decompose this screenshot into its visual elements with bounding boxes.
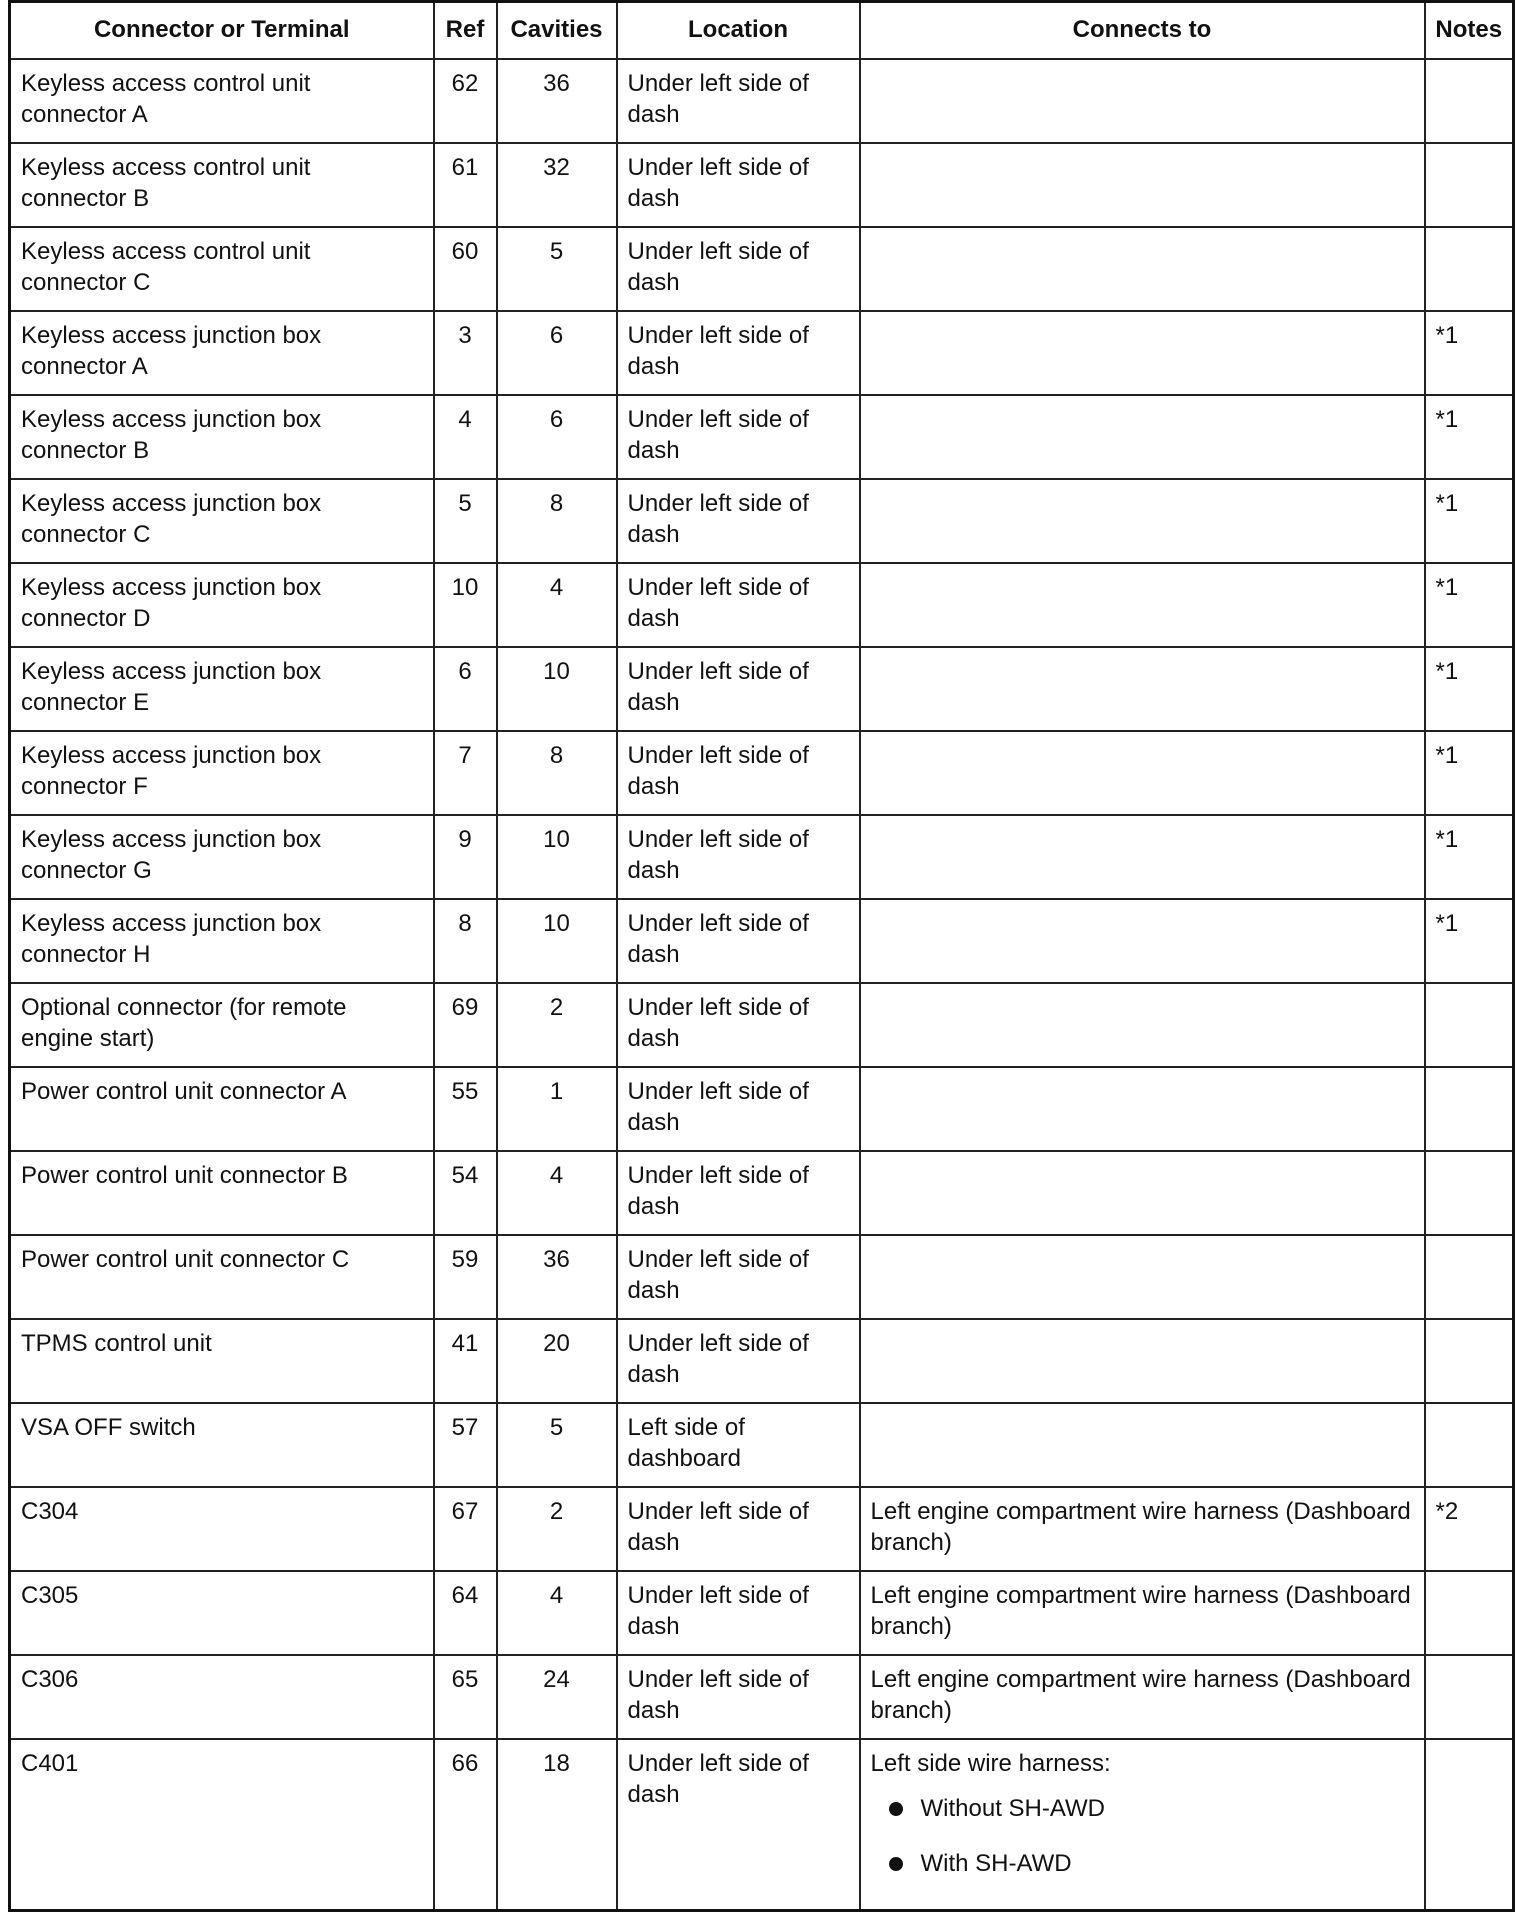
cell-location: Under left side of dash bbox=[617, 1739, 860, 1911]
cell-ref: 67 bbox=[434, 1487, 497, 1571]
cell-ref: 41 bbox=[434, 1319, 497, 1403]
header-location: Location bbox=[617, 2, 860, 59]
cell-cavities: 24 bbox=[497, 1655, 617, 1739]
cell-cavities: 10 bbox=[497, 815, 617, 899]
cell-connects-to bbox=[860, 731, 1425, 815]
header-ref: Ref bbox=[434, 2, 497, 59]
cell-connects-to bbox=[860, 983, 1425, 1067]
table-row bbox=[10, 1319, 1514, 1403]
table-row bbox=[10, 1067, 1514, 1151]
cell-location: Under left side of dash bbox=[617, 227, 860, 311]
cell-connects-to bbox=[860, 1151, 1425, 1235]
cell-connects-to bbox=[860, 395, 1425, 479]
cell-location: Under left side of dash bbox=[617, 1235, 860, 1319]
cell-connector: Keyless access junction box connector F bbox=[10, 731, 434, 815]
cell-notes: *2 bbox=[1425, 1487, 1514, 1571]
cell-notes: *1 bbox=[1425, 563, 1514, 647]
cell-location: Under left side of dash bbox=[617, 395, 860, 479]
cell-cavities: 2 bbox=[497, 1487, 617, 1571]
cell-ref: 61 bbox=[434, 143, 497, 227]
cell-connector: Keyless access junction box connector H bbox=[10, 899, 434, 983]
cell-ref: 54 bbox=[434, 1151, 497, 1235]
cell-connects-to bbox=[860, 563, 1425, 647]
cell-cavities: 18 bbox=[497, 1739, 617, 1911]
cell-connects-to: Left engine compartment wire harness (Dashboard branch) bbox=[860, 1655, 1425, 1739]
cell-notes bbox=[1425, 1739, 1514, 1911]
cell-ref: 7 bbox=[434, 731, 497, 815]
cell-notes: *1 bbox=[1425, 815, 1514, 899]
cell-notes bbox=[1425, 1067, 1514, 1151]
cell-cavities: 4 bbox=[497, 1151, 617, 1235]
table-row bbox=[10, 227, 1514, 311]
table-row bbox=[10, 479, 1514, 563]
cell-notes bbox=[1425, 1235, 1514, 1319]
cell-connects-to bbox=[860, 1235, 1425, 1319]
table-row bbox=[10, 311, 1514, 395]
cell-notes: *1 bbox=[1425, 899, 1514, 983]
cell-notes: *1 bbox=[1425, 395, 1514, 479]
cell-cavities: 1 bbox=[497, 1067, 617, 1151]
cell-connector: Optional connector (for remote engine start) bbox=[10, 983, 434, 1067]
bullet-icon bbox=[889, 1857, 903, 1871]
header-row bbox=[10, 2, 1514, 59]
header-connects-to: Connects to bbox=[860, 2, 1425, 59]
cell-ref: 62 bbox=[434, 59, 497, 143]
list-item bbox=[871, 1793, 1414, 1824]
cell-connects-to bbox=[860, 227, 1425, 311]
cell-cavities: 36 bbox=[497, 1235, 617, 1319]
cell-connects-to bbox=[860, 815, 1425, 899]
cell-cavities: 10 bbox=[497, 899, 617, 983]
cell-connector: Keyless access junction box connector C bbox=[10, 479, 434, 563]
cell-connector: Keyless access control unit connector B bbox=[10, 143, 434, 227]
cell-location: Under left side of dash bbox=[617, 731, 860, 815]
table-row bbox=[10, 1739, 1514, 1911]
cell-ref: 4 bbox=[434, 395, 497, 479]
cell-ref: 57 bbox=[434, 1403, 497, 1487]
cell-connector: C305 bbox=[10, 1571, 434, 1655]
table-row bbox=[10, 59, 1514, 143]
cell-cavities: 5 bbox=[497, 227, 617, 311]
cell-cavities: 8 bbox=[497, 479, 617, 563]
cell-notes bbox=[1425, 143, 1514, 227]
cell-connector: Keyless access junction box connector A bbox=[10, 311, 434, 395]
cell-location: Under left side of dash bbox=[617, 647, 860, 731]
cell-notes bbox=[1425, 227, 1514, 311]
cell-connects-to: Left engine compartment wire harness (Dashboard branch) bbox=[860, 1487, 1425, 1571]
cell-connector: TPMS control unit bbox=[10, 1319, 434, 1403]
table-row bbox=[10, 1235, 1514, 1319]
cell-cavities: 6 bbox=[497, 395, 617, 479]
header-notes: Notes bbox=[1425, 2, 1514, 59]
cell-notes bbox=[1425, 1403, 1514, 1487]
cell-cavities: 10 bbox=[497, 647, 617, 731]
cell-notes: *1 bbox=[1425, 731, 1514, 815]
cell-location: Under left side of dash bbox=[617, 1655, 860, 1739]
table-row bbox=[10, 1655, 1514, 1739]
cell-location: Under left side of dash bbox=[617, 1571, 860, 1655]
bullet-icon bbox=[889, 1802, 903, 1816]
cell-connector: C306 bbox=[10, 1655, 434, 1739]
cell-connects-to bbox=[860, 143, 1425, 227]
cell-ref: 3 bbox=[434, 311, 497, 395]
cell-notes bbox=[1425, 59, 1514, 143]
cell-connects-to bbox=[860, 1067, 1425, 1151]
cell-notes: *1 bbox=[1425, 479, 1514, 563]
bullet-list bbox=[871, 1793, 1414, 1879]
cell-location: Under left side of dash bbox=[617, 983, 860, 1067]
cell-ref: 64 bbox=[434, 1571, 497, 1655]
table-row bbox=[10, 1403, 1514, 1487]
cell-notes bbox=[1425, 1655, 1514, 1739]
cell-connects-to: Left engine compartment wire harness (Dashboard branch) bbox=[860, 1571, 1425, 1655]
cell-location: Under left side of dash bbox=[617, 899, 860, 983]
cell-ref: 6 bbox=[434, 647, 497, 731]
cell-ref: 9 bbox=[434, 815, 497, 899]
cell-connects-to bbox=[860, 1319, 1425, 1403]
table-row bbox=[10, 563, 1514, 647]
cell-cavities: 4 bbox=[497, 563, 617, 647]
cell-ref: 8 bbox=[434, 899, 497, 983]
cell-connects-to bbox=[860, 1739, 1425, 1911]
cell-ref: 69 bbox=[434, 983, 497, 1067]
cell-connector: Keyless access junction box connector E bbox=[10, 647, 434, 731]
cell-ref: 60 bbox=[434, 227, 497, 311]
cell-connects-to bbox=[860, 1403, 1425, 1487]
connector-table bbox=[8, 0, 1515, 1912]
cell-ref: 59 bbox=[434, 1235, 497, 1319]
cell-cavities: 5 bbox=[497, 1403, 617, 1487]
table-row bbox=[10, 1487, 1514, 1571]
cell-connector: Power control unit connector A bbox=[10, 1067, 434, 1151]
cell-cavities: 8 bbox=[497, 731, 617, 815]
table-row bbox=[10, 815, 1514, 899]
cell-ref: 65 bbox=[434, 1655, 497, 1739]
cell-notes: *1 bbox=[1425, 311, 1514, 395]
cell-location: Under left side of dash bbox=[617, 1487, 860, 1571]
cell-ref: 10 bbox=[434, 563, 497, 647]
header-connector: Connector or Terminal bbox=[10, 2, 434, 59]
cell-connector: Keyless access junction box connector B bbox=[10, 395, 434, 479]
cell-connects-to bbox=[860, 899, 1425, 983]
cell-ref: 55 bbox=[434, 1067, 497, 1151]
cell-notes bbox=[1425, 1151, 1514, 1235]
cell-connector: Power control unit connector C bbox=[10, 1235, 434, 1319]
cell-cavities: 32 bbox=[497, 143, 617, 227]
cell-ref: 5 bbox=[434, 479, 497, 563]
cell-connects-to bbox=[860, 479, 1425, 563]
cell-location: Under left side of dash bbox=[617, 479, 860, 563]
header-cavities: Cavities bbox=[497, 2, 617, 59]
cell-location: Under left side of dash bbox=[617, 815, 860, 899]
cell-connector: Keyless access control unit connector A bbox=[10, 59, 434, 143]
cell-cavities: 4 bbox=[497, 1571, 617, 1655]
cell-location: Under left side of dash bbox=[617, 1151, 860, 1235]
cell-connector: Keyless access control unit connector C bbox=[10, 227, 434, 311]
cell-location: Under left side of dash bbox=[617, 563, 860, 647]
cell-cavities: 20 bbox=[497, 1319, 617, 1403]
table-row bbox=[10, 647, 1514, 731]
cell-location: Under left side of dash bbox=[617, 143, 860, 227]
cell-notes bbox=[1425, 1319, 1514, 1403]
cell-location: Under left side of dash bbox=[617, 1319, 860, 1403]
table-row bbox=[10, 143, 1514, 227]
table-row bbox=[10, 899, 1514, 983]
cell-notes bbox=[1425, 1571, 1514, 1655]
cell-cavities: 36 bbox=[497, 59, 617, 143]
cell-connects-to bbox=[860, 311, 1425, 395]
cell-location: Under left side of dash bbox=[617, 59, 860, 143]
list-item bbox=[871, 1848, 1414, 1879]
cell-connects-to bbox=[860, 59, 1425, 143]
cell-notes bbox=[1425, 983, 1514, 1067]
list-item-label: With SH-AWD bbox=[920, 1849, 1072, 1877]
cell-cavities: 6 bbox=[497, 311, 617, 395]
cell-ref: 66 bbox=[434, 1739, 497, 1911]
list-item-label: Without SH-AWD bbox=[920, 1794, 1105, 1822]
table-row bbox=[10, 1571, 1514, 1655]
cell-connector: C304 bbox=[10, 1487, 434, 1571]
cell-connector: C401 bbox=[10, 1739, 434, 1911]
cell-location: Left side of dashboard bbox=[617, 1403, 860, 1487]
table-row bbox=[10, 395, 1514, 479]
cell-connects-to bbox=[860, 647, 1425, 731]
cell-connector: Power control unit connector B bbox=[10, 1151, 434, 1235]
cell-cavities: 2 bbox=[497, 983, 617, 1067]
cell-location: Under left side of dash bbox=[617, 1067, 860, 1151]
table-row bbox=[10, 1151, 1514, 1235]
cell-location: Under left side of dash bbox=[617, 311, 860, 395]
table-row bbox=[10, 731, 1514, 815]
connects-to-heading: Left side wire harness: bbox=[870, 1749, 1111, 1777]
cell-connector: Keyless access junction box connector D bbox=[10, 563, 434, 647]
cell-connector: Keyless access junction box connector G bbox=[10, 815, 434, 899]
cell-connector: VSA OFF switch bbox=[10, 1403, 434, 1487]
table-row bbox=[10, 983, 1514, 1067]
cell-notes: *1 bbox=[1425, 647, 1514, 731]
